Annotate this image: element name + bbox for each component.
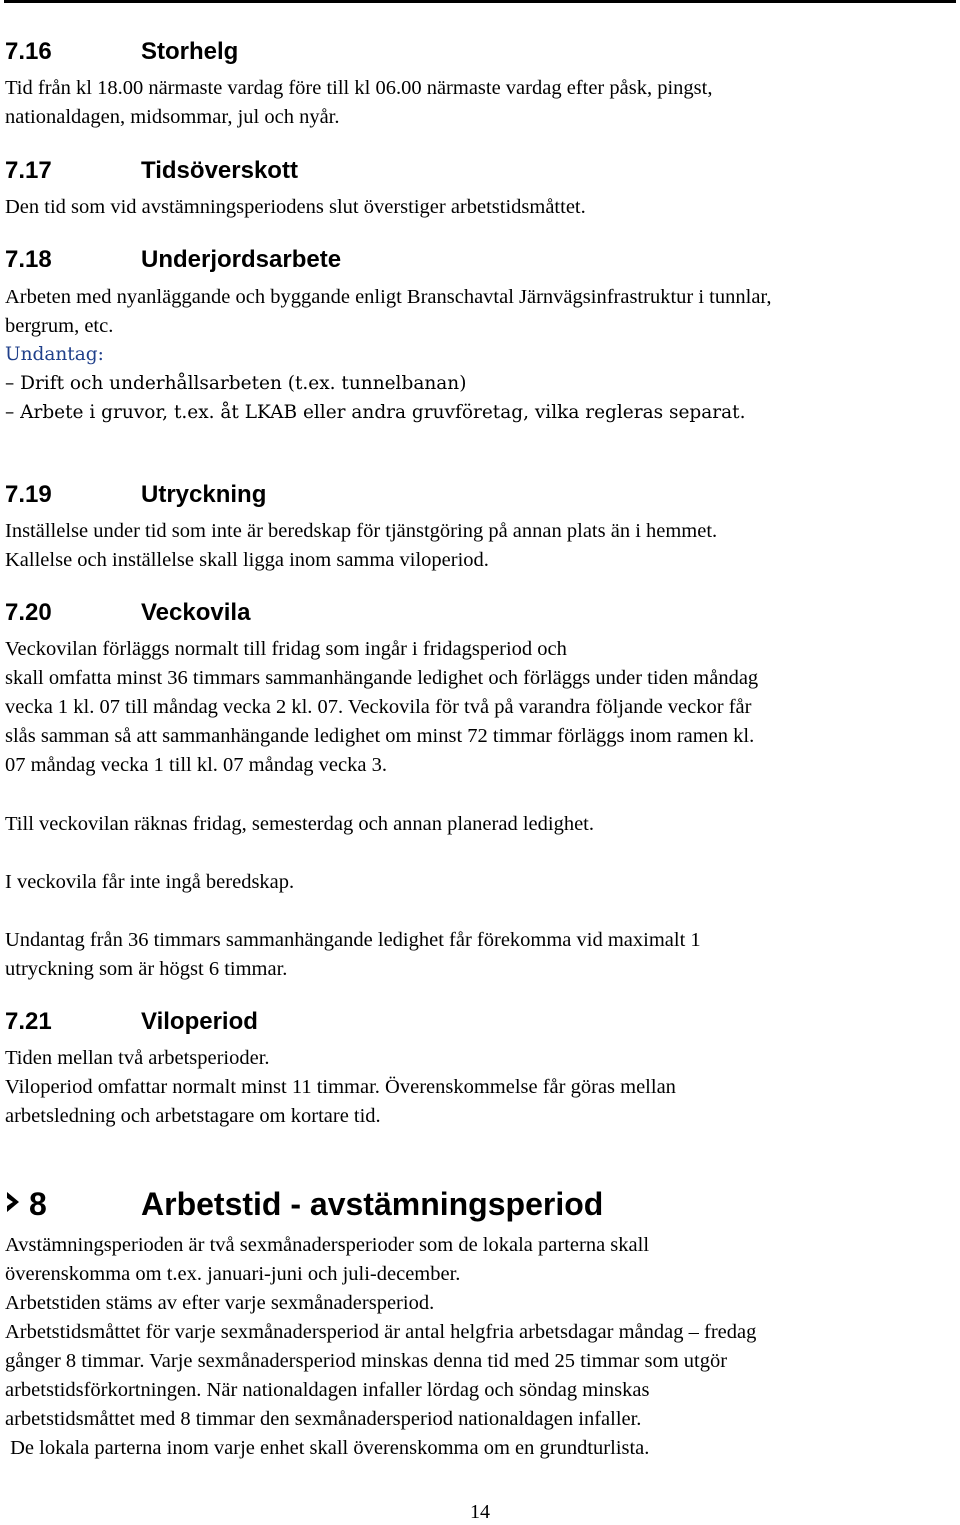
heading-7-19: 7.19 Utryckning xyxy=(5,481,267,508)
heading-8: 8 Arbetstid - avstämningsperiod xyxy=(5,1185,603,1223)
paragraph-line: Arbetstidsmåttet för varje sexmånadersperiod är antal helgfria arbetsdagar måndag – fredag xyxy=(5,1321,757,1343)
paragraph-line: Tid från kl 18.00 närmaste vardag före till kl 06.00 närmaste vardag efter påsk, pingst, xyxy=(5,77,713,99)
paragraph-line: Avstämningsperioden är två sexmånadersperioder som de lokala parterna skall xyxy=(5,1234,650,1256)
paragraph-line: slås samman så att sammanhängande ledighet om minst 72 timmar förläggs inom ramen kl. xyxy=(5,725,755,747)
paragraph-line: De lokala parterna inom varje enhet skall överenskomma om en grundturlista. xyxy=(5,1437,650,1459)
heading-7-21: 7.21 Viloperiod xyxy=(5,1008,258,1035)
page-number: 14 xyxy=(470,1501,490,1523)
paragraph-line: Veckovilan förläggs normalt till fridag som ingår i fridagsperiod och xyxy=(5,638,567,660)
paragraph-line: Arbetstiden stäms av efter varje sexmånadersperiod. xyxy=(5,1292,435,1314)
paragraph-line: Inställelse under tid som inte är beredskap för tjänstgöring på annan plats än i hemmet. xyxy=(5,520,718,542)
paragraph-line: vecka 1 kl. 07 till måndag vecka 2 kl. 07. Veckovila för två på varandra följande veckor får xyxy=(5,696,752,718)
paragraph-line: arbetstidsmåttet med 8 timmar den sexmånadersperiod nationaldagen infaller. xyxy=(5,1408,642,1430)
paragraph-line: Undantag från 36 timmars sammanhängande ledighet får förekomma vid maximalt 1 xyxy=(5,929,701,951)
paragraph-line: utryckning som är högst 6 timmar. xyxy=(5,958,288,980)
paragraph-line: arbetsledning och arbetstagare om kortare tid. xyxy=(5,1105,381,1127)
paragraph-line: bergrum, etc. xyxy=(5,315,114,337)
paragraph-line: skall omfatta minst 36 timmars sammanhängande ledighet och förläggs under tiden måndag xyxy=(5,667,759,689)
paragraph-line: överenskomma om t.ex. januari-juni och juli-december. xyxy=(5,1263,461,1285)
paragraph-line: Till veckovilan räknas fridag, semesterdag och annan planerad ledighet. xyxy=(5,813,594,835)
paragraph-line: Kallelse och inställelse skall ligga inom samma viloperiod. xyxy=(5,549,489,571)
exception-item: – Arbete i gruvor, t.ex. åt LKAB eller andra gruvföretag, vilka regleras separat. xyxy=(5,402,746,423)
heading-7-16: 7.16 Storhelg xyxy=(5,38,239,65)
paragraph-line: 07 måndag vecka 1 till kl. 07 måndag vecka 3. xyxy=(5,754,387,776)
heading-7-17: 7.17 Tidsöverskott xyxy=(5,157,298,184)
exception-item: – Drift och underhållsarbeten (t.ex. tunnelbanan) xyxy=(5,373,467,394)
arrow-bullet-icon xyxy=(5,1185,29,1223)
paragraph-line: Arbeten med nyanläggande och byggande enligt Branschavtal Järnvägsinfrastruktur i tunnlar, xyxy=(5,286,772,308)
paragraph-line: arbetstidsförkortningen. När nationaldagen infaller lördag och söndag minskas xyxy=(5,1379,650,1401)
paragraph-line: Viloperiod omfattar normalt minst 11 timmar. Överenskommelse får göras mellan xyxy=(5,1076,676,1098)
paragraph-line: Tiden mellan två arbetsperioder. xyxy=(5,1047,270,1069)
heading-7-18: 7.18 Underjordsarbete xyxy=(5,246,342,273)
top-rule xyxy=(4,0,956,3)
paragraph-line: Den tid som vid avstämningsperiodens slut överstiger arbetstidsmåttet. xyxy=(5,196,586,218)
heading-7-20: 7.20 Veckovila xyxy=(5,599,251,626)
paragraph-line: nationaldagen, midsommar, jul och nyår. xyxy=(5,106,340,128)
paragraph-line: I veckovila får inte ingå beredskap. xyxy=(5,871,295,893)
paragraph-line: gånger 8 timmar. Varje sexmånadersperiod minskas denna tid med 25 timmar som utgör xyxy=(5,1350,728,1372)
exception-label: Undantag: xyxy=(5,344,104,365)
